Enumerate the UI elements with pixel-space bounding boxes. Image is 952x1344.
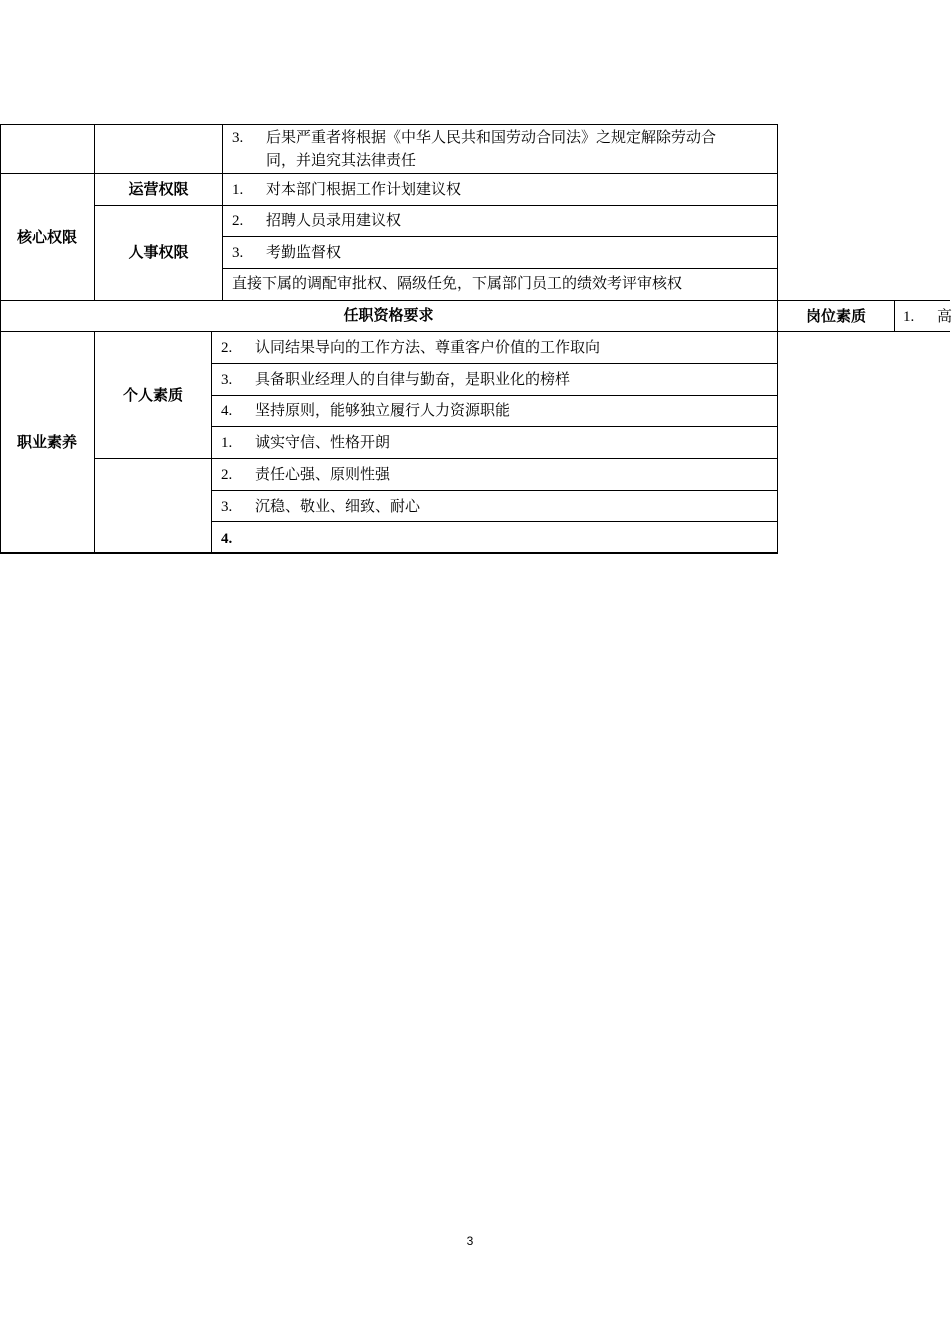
operations-authority-label: 运营权限 bbox=[128, 181, 189, 198]
list-item-number: 2. bbox=[232, 213, 244, 229]
list-item-text: 具备职业经理人的自律与勤奋，是职业化的榜样 bbox=[255, 372, 571, 388]
col-divider bbox=[94, 331, 95, 554]
personal-quality-label: 个人素质 bbox=[122, 387, 183, 404]
list-item-text: 后果严重者将根据《中华人民共和国劳动合同法》之规定解除劳动合 bbox=[266, 130, 717, 146]
list-item-number: 2. bbox=[221, 340, 233, 356]
row-divider bbox=[212, 363, 778, 364]
list-item-number: 1. bbox=[903, 309, 915, 325]
col-divider bbox=[211, 331, 212, 554]
list-item-number: 3. bbox=[221, 372, 233, 388]
row-divider bbox=[95, 205, 778, 206]
list-item-number: 3. bbox=[232, 130, 244, 146]
row-divider bbox=[0, 331, 950, 332]
list-item-number: 2. bbox=[221, 467, 233, 483]
list-item-text: 认同结果导向的工作方法、尊重客户价值的工作取向 bbox=[255, 340, 601, 356]
list-item-text: 责任心强、原则性强 bbox=[255, 467, 391, 483]
list-item-number: 4. bbox=[221, 531, 233, 547]
direct-subordinate-authority: 直接下属的调配审批权、隔级任免，下属部门员工的绩效考评审核权 bbox=[232, 276, 683, 292]
col-divider bbox=[222, 124, 223, 300]
row-divider bbox=[0, 300, 950, 301]
list-item-text: 招聘人员录用建议权 bbox=[266, 213, 402, 229]
post-quality-label: 岗位素质 bbox=[805, 308, 866, 325]
col-divider bbox=[94, 124, 95, 300]
row-divider bbox=[212, 426, 778, 427]
list-item-text: 坚持原则，能够独立履行人力资源职能 bbox=[255, 403, 511, 419]
table-top-border bbox=[0, 124, 778, 125]
list-item-text-continued: 同，并追究其法律责任 bbox=[266, 153, 417, 169]
row-divider bbox=[95, 458, 778, 459]
list-item-number: 1. bbox=[232, 182, 244, 198]
list-item-text: 高 bbox=[937, 309, 952, 325]
page-number: 3 bbox=[466, 1234, 474, 1248]
list-item-number: 4. bbox=[221, 403, 233, 419]
hr-authority-label: 人事权限 bbox=[128, 244, 189, 261]
col-divider bbox=[894, 300, 895, 331]
row-divider bbox=[223, 268, 778, 269]
list-item-text: 诚实守信、性格开朗 bbox=[255, 435, 391, 451]
list-item-text: 对本部门根据工作计划建议权 bbox=[266, 182, 462, 198]
list-item-number: 3. bbox=[221, 499, 233, 515]
list-item-number: 3. bbox=[232, 245, 244, 261]
list-item-number: 1. bbox=[221, 435, 233, 451]
table-right-border bbox=[777, 124, 778, 554]
list-item-text: 沉稳、敬业、细致、耐心 bbox=[255, 499, 421, 515]
row-divider bbox=[223, 236, 778, 237]
professional-quality-label: 职业素养 bbox=[16, 434, 77, 451]
row-divider bbox=[212, 521, 778, 522]
qualification-requirements-title: 任职资格要求 bbox=[343, 307, 434, 324]
row-divider bbox=[212, 395, 778, 396]
table-left-border bbox=[0, 124, 1, 554]
list-item-text: 考勤监督权 bbox=[266, 245, 342, 261]
row-divider bbox=[212, 490, 778, 491]
core-authority-label: 核心权限 bbox=[16, 229, 77, 246]
table-bottom-border bbox=[0, 552, 778, 554]
row-divider bbox=[0, 173, 778, 174]
